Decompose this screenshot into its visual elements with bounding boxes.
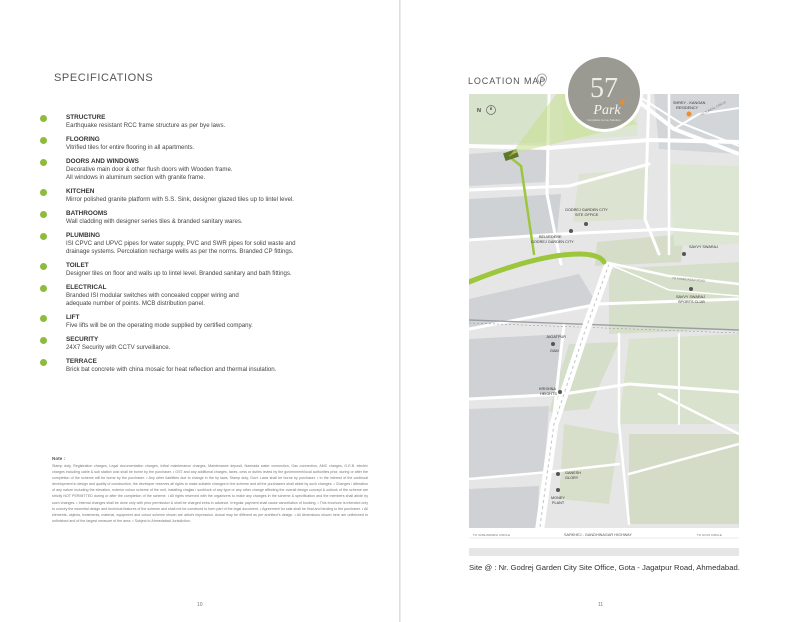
bullet-dot-icon (40, 263, 47, 270)
label-belvedere: BELVEDERE (539, 235, 562, 239)
spec-item (40, 336, 360, 352)
spec-description: All windows in aluminum section with granite frame. (66, 174, 206, 181)
label-jagatpur: JAGATPUR (546, 335, 566, 339)
logo-tagline: Complete Home Solution (587, 118, 621, 122)
spec-heading: FLOORING (66, 136, 100, 143)
jagatpur-marker-icon (551, 342, 555, 346)
spec-item (40, 284, 360, 308)
spec-item (40, 114, 360, 130)
spec-heading: DOORS AND WINDOWS (66, 158, 139, 165)
label-money-2: PLANT (552, 501, 565, 505)
bullet-dot-icon (40, 233, 47, 240)
label-savvy-sports: SAVVY SWARAJ (676, 295, 706, 299)
label-ganesh: GANESH (565, 471, 582, 475)
spec-heading: PLUMBING (66, 232, 101, 239)
belvedere-marker-icon (569, 229, 573, 233)
bullet-dot-icon (40, 211, 47, 218)
shrey-marker-icon (687, 112, 692, 117)
map-canvas (469, 94, 739, 556)
spec-description: Earthquake resistant RCC frame structure as per bye laws. (66, 122, 226, 129)
location-map (469, 94, 739, 556)
spec-description: Branded ISI modular switches with concealed copper wiring and (66, 292, 239, 299)
bullet-dot-icon (40, 359, 47, 366)
specifications-list (40, 114, 360, 380)
label-savvy: SAVVY SWARAJ (689, 245, 719, 249)
spec-item (40, 314, 360, 330)
spec-heading: ELECTRICAL (66, 284, 107, 291)
bullet-dot-icon (40, 159, 47, 166)
label-zundal-road: TO ZUNDAL CIRCLE (699, 99, 727, 117)
label-godrej-2: SITE OFFICE (575, 213, 599, 217)
label-gota-circle: TO GOTA CIRCLE (697, 533, 722, 537)
spec-heading: SECURITY (66, 336, 99, 343)
label-vaishnodevi-circle: TO VAISHNODEVI CIRCLE (473, 533, 511, 537)
location-map-title: LOCATION MAP (468, 76, 547, 86)
spec-item (40, 188, 360, 204)
savvy-swaraj-marker-icon (682, 252, 686, 256)
spec-description: Wall cladding with designer series tiles & branded sanitary wares. (66, 218, 243, 225)
bullet-dot-icon (40, 189, 47, 196)
spec-description: drainage systems. Percolation recharge wells as per the norms. Branded CP fittings. (66, 248, 294, 255)
left-page (0, 0, 399, 622)
note-label: Note : (52, 456, 66, 461)
spec-heading: BATHROOMS (66, 210, 108, 217)
spec-item (40, 158, 360, 182)
north-label: N (477, 108, 481, 114)
bullet-dot-icon (40, 137, 47, 144)
spec-item (40, 232, 360, 256)
spec-heading: TOILET (66, 262, 89, 269)
page-number-right: 11 (598, 602, 604, 608)
label-krishna: KRISHNA (539, 387, 556, 391)
logo-name: Park (593, 103, 621, 118)
spec-heading: LIFT (66, 314, 80, 321)
money-plant-marker-icon (556, 488, 560, 492)
57-park-logo (564, 53, 644, 133)
spec-description: Brick bat concrete with china mosaic for heat reflection and thermal insulation. (66, 366, 277, 373)
bullet-dot-icon (40, 285, 47, 292)
site-address: Site @ : Nr. Godrej Garden City Site Office, Gota - Jagatpur Road, Ahmedabad. (469, 563, 740, 572)
spec-heading: STRUCTURE (66, 114, 106, 121)
ganesh-marker-icon (556, 472, 560, 476)
savvy-sports-marker-icon (689, 287, 693, 291)
spec-item (40, 136, 360, 152)
spec-description: 24X7 Security with CCTV surveillance. (66, 344, 171, 351)
spec-item (40, 210, 360, 226)
spec-description: ISI CPVC and UPVC pipes for water supply, PVC and SWR pipes for solid waste and (66, 240, 296, 247)
label-shrey: SHREY - KANGAN (673, 101, 706, 105)
spec-heading: TERRACE (66, 358, 97, 365)
note-text: Stamp duty, Registration charges, Legal documentation charges, Initial maintenance charges, Maintenance deposit, Narmada water connection, Gas connection, AMC charges, G.E.B. electric charges including cable & sub station cost shall be borne by the purchaser. • GST and any additional charges, taxes, cess or duties levied by the government/local authorities prior, during or after the completion of the scheme will be borne by the purchaser. • Any other liabilities due to change in the by laws, Stamp duty, Govt. Laws shall be borne by purchaser. • In the interest of the continual development in design and quality of construction, the developer reserves all rights to make suitable changes in the scheme and all the purchasers shall abide by such changes. • Changes / alteration of any nature including the elevation, exterior colour scheme of the unit, installing chajjas / sunblock of any type or any other change affecting the overall design concept & outlook of the scheme are strictly NOT PERMITTED during or after the completion of the scheme. • All rights reserved with the organizers to make any changes in the scheme & specification and the members shall abide by such changes. • Internal changes shall be done only with prior permission & shall be charged extra in advance. Irregular payment shall cause cancellation of booking. • This brochure is intended only to convey the essential design and technical features of the scheme and shall not be construed to form part of the legal document. • Agreement for sale shall be final and binding to the purchaser. • All elements, objects, treatments, material, equipment and colour scheme shown are artist's impression. Actual may be different as per architect's design. • All dimensions shown here are unfinished to unfinished and of the largest measure of the area. • Subject to Ahmedabad Jurisdiction. (52, 464, 368, 523)
label-jagatpur-2: GAM (550, 349, 559, 353)
right-page (401, 0, 800, 622)
specifications-title: SPECIFICATIONS (54, 72, 154, 84)
label-savvy-sports-2: SPORTS CLUB (678, 300, 705, 304)
label-highway: SARKHEJ - GANDHINAGAR HIGHWAY (564, 533, 632, 537)
label-shrey-2: RESIDENCY (676, 106, 699, 110)
label-belvedere-2: GODREJ GARDEN CITY (531, 240, 574, 244)
label-ganesh-2: GLORY (565, 476, 579, 480)
label-ahmedabad-road: TO AHMEDABAD ROAD (671, 276, 706, 283)
logo-number: 57 (590, 73, 618, 104)
spec-description: Designer tiles on floor and walls up to lintel level. Branded sanitary and bath fittings. (66, 270, 292, 277)
spec-heading: KITCHEN (66, 188, 95, 195)
spec-description: Mirror polished granite platform with S.S. Sink, designer glazed tiles up to lintel level. (66, 196, 294, 203)
godrej-office-marker-icon (584, 222, 588, 226)
spec-description: Vitrified tiles for entire flooring in all apartments. (66, 144, 195, 151)
map-pin-icon (536, 73, 548, 87)
krishna-marker-icon (558, 390, 562, 394)
spec-description: Five lifts will be on the operating mode supplied by certified company. (66, 322, 253, 329)
bullet-dot-icon (40, 115, 47, 122)
spec-description: Decorative main door & other flush doors with Wooden frame. (66, 166, 233, 173)
disclaimer-note (52, 456, 368, 524)
spec-item (40, 358, 360, 374)
bullet-dot-icon (40, 315, 47, 322)
spec-item (40, 262, 360, 278)
bullet-dot-icon (40, 337, 47, 344)
spec-description: adequate number of points. MCB distribution panel. (66, 300, 205, 307)
label-krishna-2: HEIGHTS (540, 392, 557, 396)
label-money: MONEY (551, 496, 565, 500)
page-number-left: 10 (197, 602, 203, 608)
label-godrej: GODREJ GARDEN CITY (565, 208, 608, 212)
